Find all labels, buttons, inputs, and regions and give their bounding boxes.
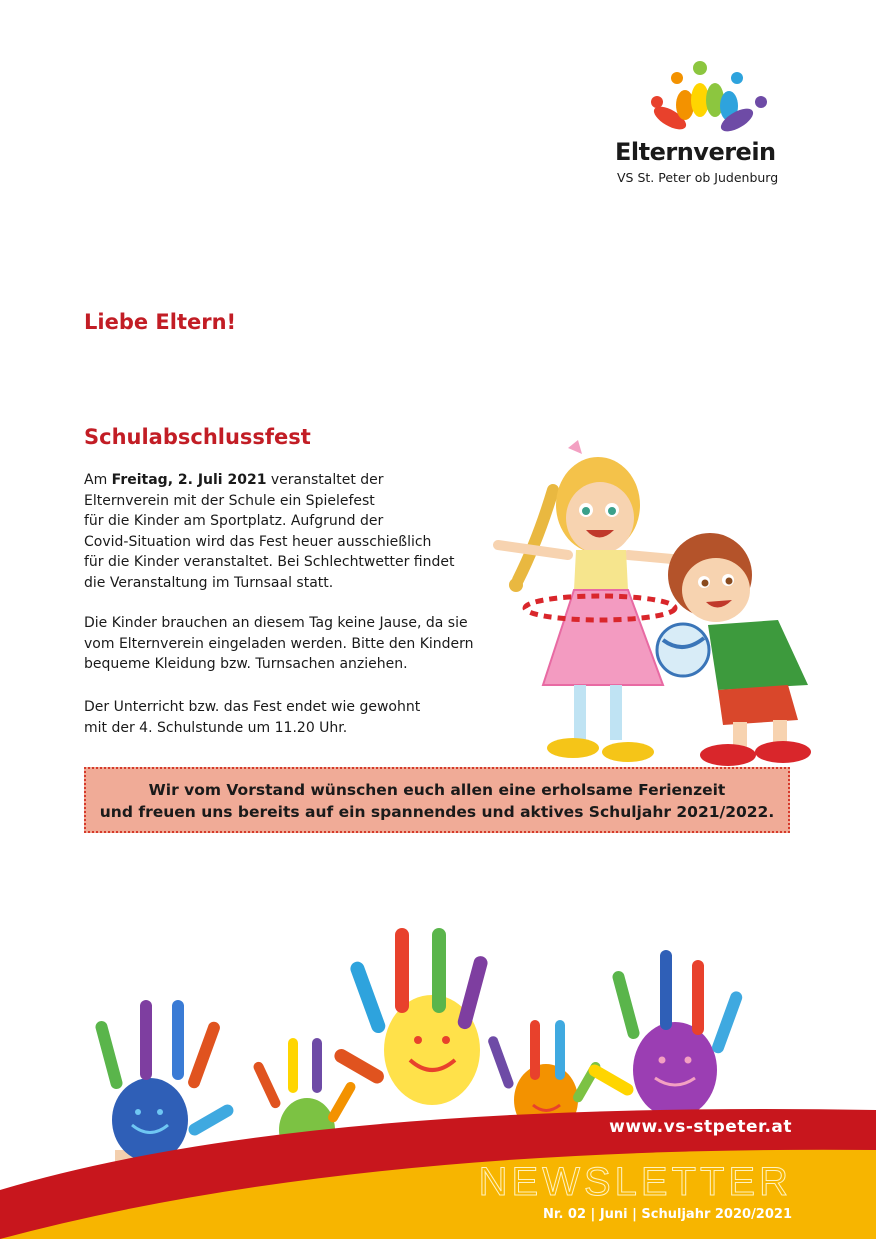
boy-figure — [657, 533, 811, 766]
p1-line2: Elternverein mit der Schule ein Spielefest — [84, 492, 375, 509]
website-url[interactable]: www.vs-stpeter.at — [609, 1117, 792, 1137]
p1-date: Freitag, 2. Juli 2021 — [111, 472, 267, 488]
p1-line1-rest: veranstaltet der — [266, 472, 384, 488]
p3-line2: mit der 4. Schulstunde um 11.20 Uhr. — [84, 719, 348, 736]
p2-line1: Die Kinder brauchen an diesem Tag keine Jause, da sie — [84, 615, 468, 631]
logo — [605, 60, 805, 190]
p1-line5: für die Kinder veranstaltet. Bei Schlechtwetter findet — [84, 554, 455, 570]
kids-illustration — [478, 430, 818, 780]
section-title: Schulabschlussfest — [84, 425, 311, 449]
banner-line1: Wir vom Vorstand wünschen euch allen eine erholsame Ferienzeit — [148, 781, 726, 799]
paragraph-schulabschlussfest — [84, 470, 494, 593]
p1-lead: Am — [84, 472, 112, 488]
p3-line1: Der Unterricht bzw. das Fest endet wie gewohnt — [84, 699, 421, 715]
banner-line2: und freuen uns bereits auf ein spannendes und aktives Schuljahr 2021/2022. — [99, 803, 775, 821]
paragraph-jause — [84, 613, 524, 675]
p1-line6: die Veranstaltung im Turnsaal statt. — [84, 574, 334, 591]
logo-subtitle: VS St. Peter ob Judenburg — [617, 170, 779, 185]
closing-banner — [84, 767, 790, 833]
newsletter-title: NEWSLETTER — [478, 1160, 792, 1204]
logo-hands-icon — [625, 60, 785, 140]
girl-figure — [498, 440, 683, 762]
logo-title: Elternverein — [615, 138, 776, 166]
p1-line3: für die Kinder am Sportplatz. Aufgrund der — [84, 513, 384, 529]
paragraph-unterricht — [84, 697, 494, 738]
p1-line4: Covid-Situation wird das Fest heuer ausschießlich — [84, 533, 432, 550]
p2-line3: bequeme Kleidung bzw. Turnsachen anziehen. — [84, 656, 408, 672]
p2-line2: vom Elternverein eingeladen werden. Bitte den Kindern — [84, 635, 474, 652]
greeting: Liebe Eltern! — [84, 310, 237, 334]
issue-info: Nr. 02 | Juni | Schuljahr 2020/2021 — [543, 1207, 792, 1222]
